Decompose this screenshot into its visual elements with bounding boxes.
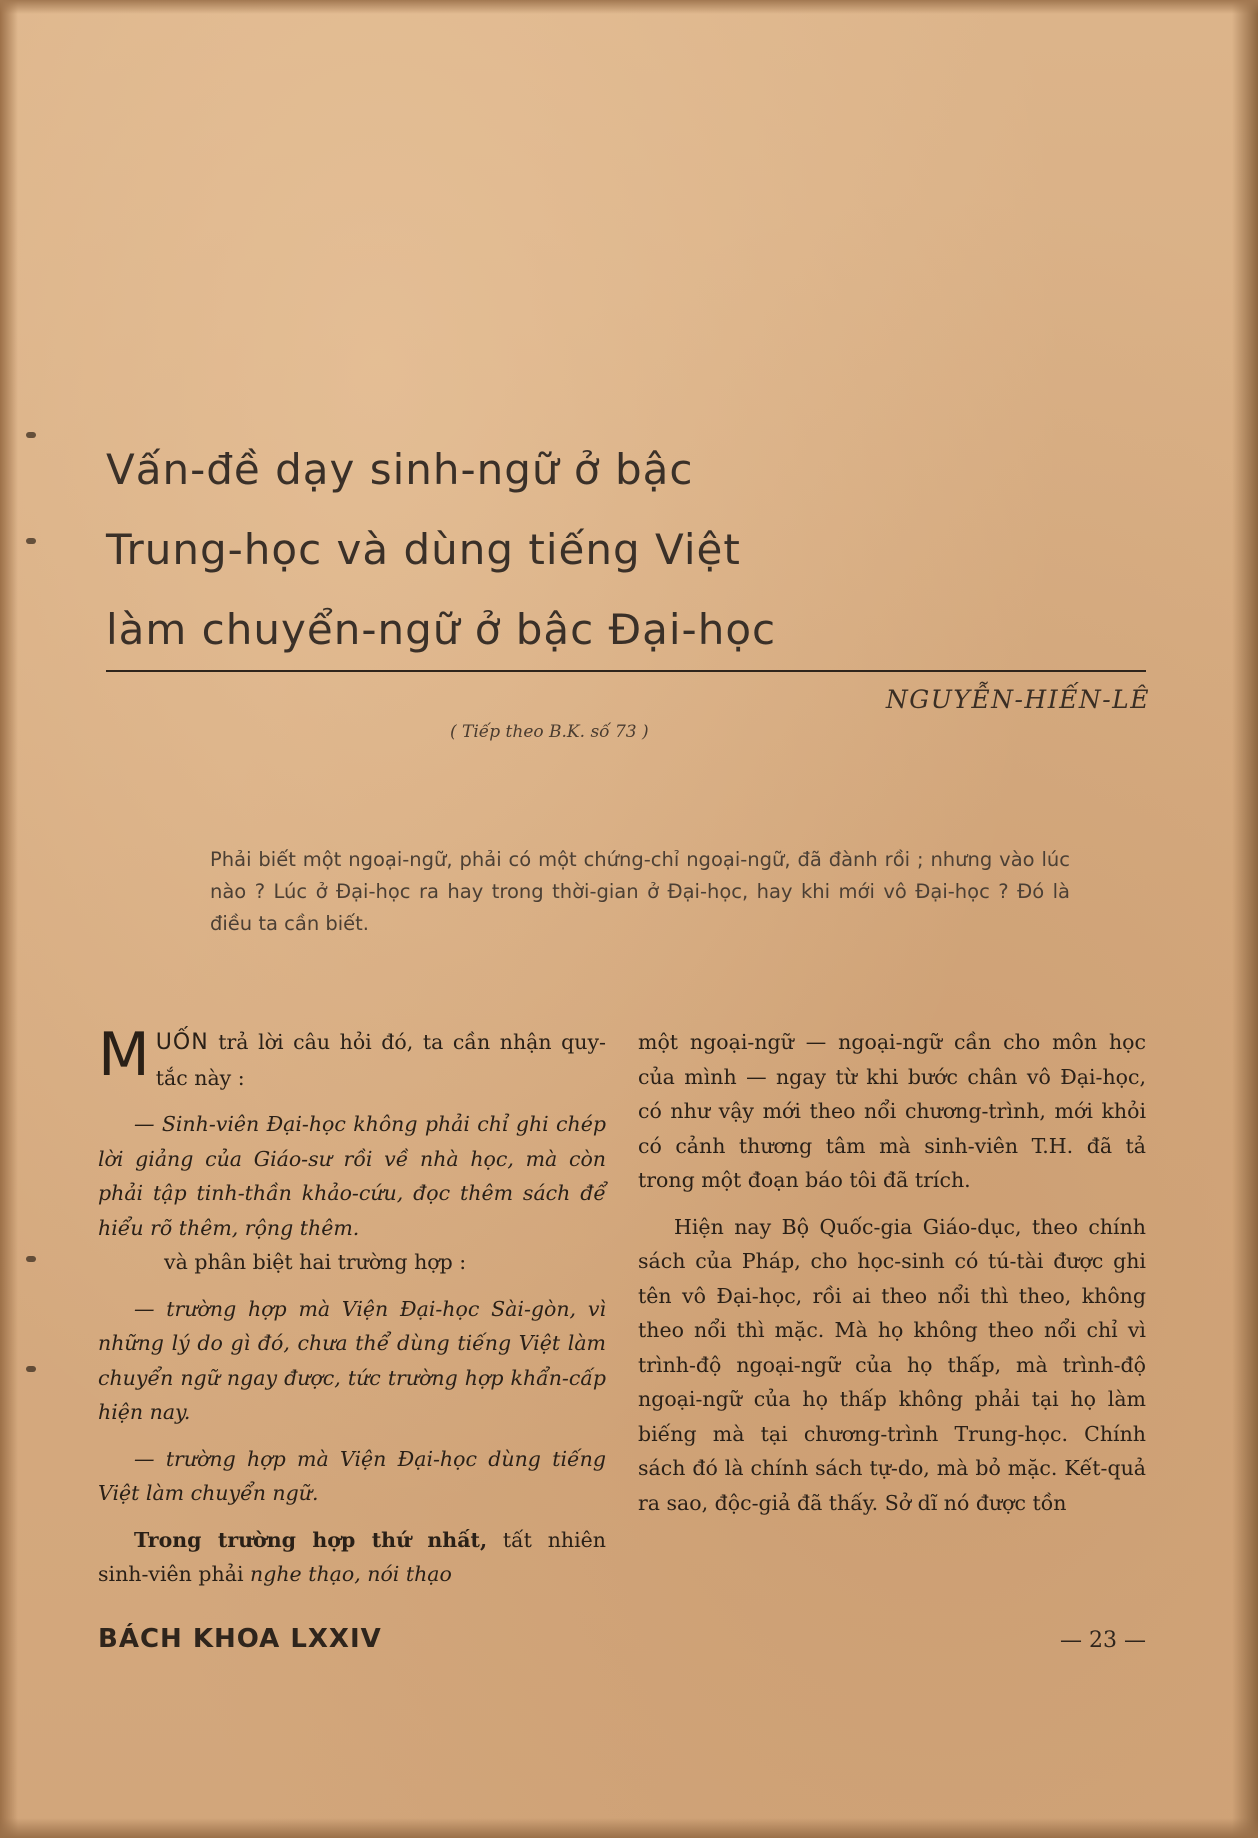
paragraph-case-one [98,1292,606,1430]
page-number: — 23 — [1060,1628,1146,1653]
continuation-note: ( Tiếp theo B.K. số 73 ) [450,722,649,742]
binding-hole [26,432,36,438]
page-edge-shadow-top [0,0,1258,14]
author-name: NGUYỄN-HIẾN-LÊ [885,685,1150,714]
binding-hole [26,538,36,544]
opening-text: trả lời câu hỏi đó, ta cần nhận quy-tắc này : [155,1030,606,1090]
paragraph-first-case [98,1523,606,1592]
paragraph-cases-intro: và phân biệt hai trường hợp : [164,1250,467,1274]
lead-caps: UỐN [155,1030,209,1055]
paragraph-opening [98,1020,606,1095]
page-edge-shadow-bottom [0,1818,1258,1838]
first-case-heading: Trong trường hợp thứ nhất, [134,1527,488,1552]
title-divider [106,670,1146,672]
title-line-3: làm chuyển-ngữ ở bậc Đại-học [106,605,777,654]
title-line-1: Vấn-đề dạy sinh-ngữ ở bậc [106,445,694,494]
drop-cap: M [98,1020,150,1090]
paragraph-rule: — Sinh-viên Đại-học không phải chỉ ghi chép lời giảng của Giáo-sư rồi về nhà học, mà còn phải tập tinh-thần khảo-cứu, đọc thêm sách để hiểu rõ thêm, rộng thêm. [98,1112,606,1240]
binding-hole [26,1366,36,1372]
paragraph-case-two: — trường hợp mà Viện Đại-học dùng tiếng Việt làm chuyển ngữ. [98,1446,606,1505]
page-edge-shadow-right [1232,0,1258,1838]
first-case-emphasis: nghe thạo, nói thạo [250,1562,452,1586]
paragraph-policy: Hiện nay Bộ Quốc-gia Giáo-dục, theo chính sách của Pháp, cho học-sinh có tú-tài được ghi tên vô Đại-học, rồi ai theo nổi thì theo, không theo nổi thì mặc. Mà họ không theo nổi chỉ vì trình-độ ngoại-ngữ của họ thấp, mà trình-độ ngoại-ngữ của họ thấp không phải tại họ làm biếng mà tại chương-trình Trung-học. Chính sách đó là chính sách tự-do, mà bỏ mặc. Kết-quả ra sao, độc-giả đã thấy. Sở dĩ nó được tồn [638,1214,1146,1515]
title-line-2: Trung-học và dùng tiếng Việt [106,525,741,574]
paragraph-continuation: một ngoại-ngữ — ngoại-ngữ cần cho môn học của mình — ngay từ khi bước chân vô Đại-học, có như vậy mới theo nổi chương-trình, mới khỏi có cảnh thương tâm mà sinh-viên T.H. đã tả trong một đoạn báo tôi đã trích. [638,1030,1146,1192]
article-intro: Phải biết một ngoại-ngữ, phải có một chứng-chỉ ngoại-ngữ, đã đành rồi ; nhưng vào lúc nào ? Lúc ở Đại-học ra hay trong thời-gian ở Đại-học, hay khi mới vô Đại-học ? Đó là điều ta cần biết. [210,848,1070,935]
left-column [98,1020,607,1592]
right-column [638,1025,1146,1520]
case-one-emphasis: chưa thể dùng tiếng Việt làm chuyển ngữ ngay được, tức trường hợp khẩn-cấp hiện nay. [98,1331,606,1424]
article-title [106,430,926,670]
first-case-text: tất nhiên sinh-viên phải [98,1527,607,1586]
case-one-text: — trường hợp mà Viện Đại-học Sài-gòn, vì những lý do gì đó, [98,1296,606,1355]
page-edge-shadow-left [0,0,18,1838]
magazine-footer: BÁCH KHOA LXXIV [98,1624,382,1654]
binding-hole [26,1256,36,1262]
